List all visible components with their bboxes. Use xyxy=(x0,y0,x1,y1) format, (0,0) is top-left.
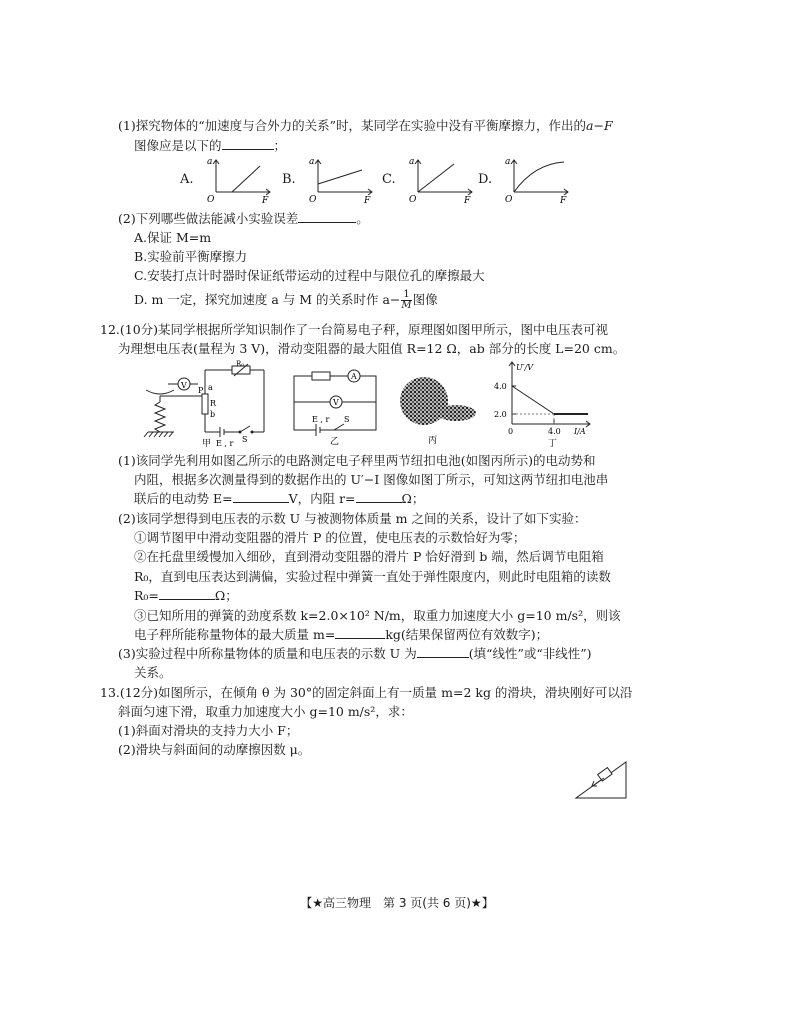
answer-blank-mass xyxy=(335,626,385,639)
ding-y-tick-low: 2.0 xyxy=(494,410,507,419)
q11-option-graph xyxy=(298,156,376,204)
q11-option-label: D. xyxy=(478,172,493,187)
svg-text:V: V xyxy=(333,398,339,407)
axis-label: O xyxy=(309,195,317,204)
frac-denominator: M xyxy=(401,300,412,311)
q11-option-label: A. xyxy=(180,172,194,187)
svg-text:R₀: R₀ xyxy=(236,360,245,368)
q12-step2-line3 xyxy=(134,587,238,605)
axis-label: F xyxy=(464,196,471,204)
q12-resistance-label: V，内阻 r= xyxy=(288,491,356,506)
svg-text:E , r: E , r xyxy=(312,415,330,424)
q12-step3-line2 xyxy=(134,626,548,644)
q11-option-label: B. xyxy=(282,172,296,187)
axis-label: a xyxy=(505,157,511,167)
q12-step3-line1: ③已知所用的弹簧的劲度系数 k=2.0×10² N/m，取重力加速度大小 g=10 m/s²，则该 xyxy=(134,608,621,623)
q12-sub3-text: (3)实验过程中所称量物体的质量和电压表的示数 U 为 xyxy=(118,646,417,661)
q13-line-1: 13.(12分)如图所示，在倾角 θ 为 30°的固定斜面上有一质量 m=2 kg 的滑块，滑块刚好可以沿 xyxy=(100,685,633,700)
svg-text:a: a xyxy=(208,383,213,392)
figure-yi-circuit xyxy=(290,362,382,446)
q12-sub2-line: (2)该同学想得到电压表的示数 U 与被测物体质量 m 之间的关系，设计了如下实验： xyxy=(118,511,587,526)
q11-part2: (2)下列哪些做法能减小实验误差 。 xyxy=(118,211,369,226)
q12-sub3-line2: 关系。 xyxy=(134,665,172,680)
q11-item-a: A.保证 M=m xyxy=(134,230,212,245)
figure-ding-ui-graph xyxy=(478,358,598,448)
q12-step1: ①调节图甲中滑动变阻器的滑片 P 的位置，使电压表的示数恰好为零； xyxy=(134,530,526,545)
q11-option-graph xyxy=(196,156,274,204)
q12-r0-label: R₀= xyxy=(134,588,159,603)
svg-text:S: S xyxy=(242,435,248,444)
axis-label: F xyxy=(262,196,269,204)
answer-blank-linearity xyxy=(417,645,469,658)
q11-item-b: B.实验前平衡摩擦力 xyxy=(134,249,248,264)
label-jia: 甲 xyxy=(202,439,212,448)
q12-step2-line1: ②在托盘里缓慢加入细砂，直到滑动变阻器的滑片 P 恰好滑到 b 端，然后调节电阻箱 xyxy=(134,549,604,564)
answer-blank-r xyxy=(356,490,402,503)
q12-sub1-line3 xyxy=(134,490,424,508)
page-footer: 【★高三物理 第 3 页(共 6 页)★】 xyxy=(300,896,494,910)
q11-option-graph xyxy=(398,156,476,204)
q11-answer-blank-1 xyxy=(222,137,274,150)
q12-sub3-line1 xyxy=(118,645,592,663)
q11-option-graph xyxy=(494,156,572,204)
q12-mass-label: 电子秤所能称量物体的最大质量 m= xyxy=(134,627,336,642)
q11-item-d xyxy=(134,290,438,311)
axis-label: O xyxy=(207,195,215,204)
q13-line-4: (2)滑块与斜面间的动摩擦因数 μ。 xyxy=(118,742,311,757)
svg-text:V: V xyxy=(181,381,187,390)
q12-sub1-line1: (1)该同学先利用如图乙所示的电路测定电子秤里两节纽扣电池(如图丙所示)的电动势和 xyxy=(118,453,596,468)
q13-line-2: 斜面匀速下滑，取重力加速度大小 g=10 m/s²，求： xyxy=(118,704,413,719)
axis-label: F xyxy=(364,196,371,204)
q11-part2-text: (2)下列哪些做法能减小实验误差 xyxy=(118,211,299,226)
q11-part1-text: (1)探究物体的“加速度与合外力的关系”时，某同学在实验中没有平衡摩擦力，作出的 xyxy=(118,118,586,133)
fraction-1-over-m xyxy=(401,290,411,311)
frac-numerator: 1 xyxy=(403,289,410,300)
axis-label: a xyxy=(409,157,415,167)
q11-item-d-suffix: 图像 xyxy=(412,292,438,307)
q12-ohm-unit: Ω； xyxy=(401,491,425,506)
figure-bing-coin-cells xyxy=(398,375,478,445)
q11-answer-blank-2 xyxy=(298,210,356,223)
q11-item-c: C.安装打点计时器时保证纸带运动的过程中与限位孔的摩擦最大 xyxy=(134,268,485,283)
svg-text:E , r: E , r xyxy=(216,439,234,448)
q11-option-label: C. xyxy=(382,172,396,187)
q11-part1-line2: 图像应是以下的 ； xyxy=(134,138,287,153)
ding-y-label: U′/V xyxy=(516,363,534,372)
label-bing: 丙 xyxy=(428,436,438,445)
q12-line-2: 为理想电压表(量程为 3 V)，滑动变阻器的最大阻值 R=12 Ω，ab 部分的长度 L=20 cm。 xyxy=(118,341,626,356)
q13-line-3: (1)斜面对滑块的支持力大小 F； xyxy=(118,723,299,738)
label-yi: 乙 xyxy=(330,437,340,446)
figure-jia-scale-circuit xyxy=(140,360,270,448)
ding-y-tick-high: 4.0 xyxy=(494,382,507,391)
svg-text:A: A xyxy=(351,372,357,381)
svg-text:S: S xyxy=(344,415,350,424)
svg-text:R: R xyxy=(210,399,217,408)
axis-label: a xyxy=(207,157,213,167)
ding-x-label: I/A xyxy=(574,427,586,436)
label-ding: 丁 xyxy=(548,439,558,448)
q12-step2-line2: R₀，直到电压表达到满偏，实验过程中弹簧一直处于弹性限度内，则此时电阻箱的读数 xyxy=(134,569,611,584)
axis-label: O xyxy=(409,195,417,204)
svg-text:P: P xyxy=(198,386,204,395)
ding-origin: 0 xyxy=(508,427,514,436)
q12-r0-unit: Ω； xyxy=(214,588,238,603)
axis-label: O xyxy=(505,195,513,204)
q12-sub3-hint: (填“线性”或“非线性”) xyxy=(468,646,592,661)
q11-part1-prompt: 图像应是以下的 xyxy=(134,138,222,153)
axis-label: F xyxy=(560,196,567,204)
q12-line-1: 12.(10分)某同学根据所学知识制作了一台简易电子秤，原理图如图甲所示，图中电压表可视 xyxy=(100,322,609,337)
axis-label: a xyxy=(309,157,315,167)
figure-incline-block xyxy=(572,756,632,802)
ding-x-tick: 4.0 xyxy=(548,427,561,436)
q12-mass-unit: kg(结果保留两位有效数字)； xyxy=(385,627,549,642)
answer-blank-emf xyxy=(233,490,289,503)
q11-part1-line1: (1)探究物体的“加速度与合外力的关系”时，某同学在实验中没有平衡摩擦力，作出的a−F xyxy=(118,118,613,133)
svg-text:b: b xyxy=(210,410,216,419)
answer-blank-r0 xyxy=(159,587,215,600)
q12-sub1-line2: 内阻，根据多次测量得到的数据作出的 U′−I 图像如图丁所示，可知这两节纽扣电池串 xyxy=(134,472,609,487)
q11-item-d-text: D. m 一定，探究加速度 a 与 M 的关系时作 a− xyxy=(134,292,401,307)
q12-emf-label: 联后的电动势 E= xyxy=(134,491,233,506)
